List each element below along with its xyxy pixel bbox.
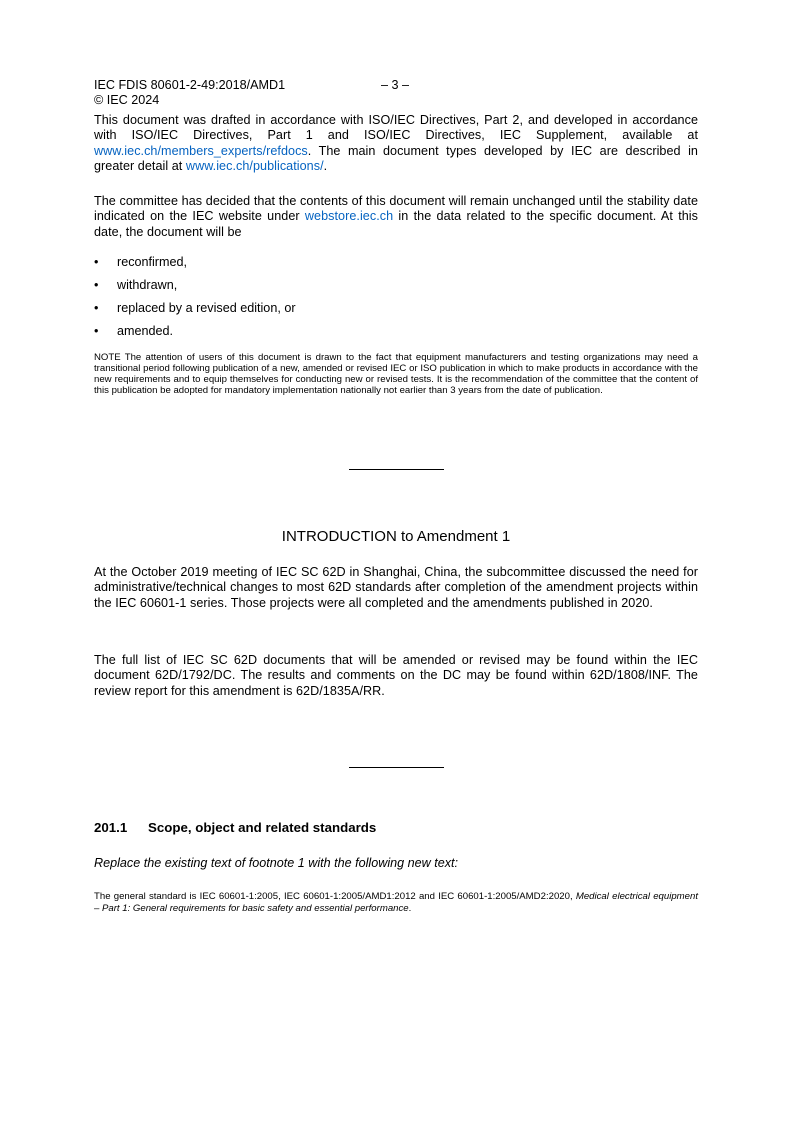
stability-paragraph (94, 194, 698, 240)
footnote-replacement (94, 891, 698, 915)
amendment-instruction: Replace the existing text of footnote 1 with the following new text: (94, 856, 459, 870)
bullet-icon: • (94, 278, 99, 292)
list-item-text: amended. (117, 324, 174, 338)
list-item-text: reconfirmed, (117, 255, 187, 269)
document-id: IEC FDIS 80601-2-49:2018/AMD1 (94, 78, 286, 92)
list-item-text: replaced by a revised edition, or (117, 301, 296, 315)
bullet-icon: • (94, 255, 99, 269)
introduction-paragraph-1: At the October 2019 meeting of IEC SC 62D in Shanghai, China, the subcommittee discussed the need for administrative/technical changes to most 62D standards after completion of the amendment projects within the IEC 60601-1 series. Those projects were all completed and the amendments published in 2020. (94, 565, 698, 610)
directives-text-2: . The main document types developed by IEC are described in greater detail at (94, 143, 698, 173)
introduction-paragraph-2: The full list of IEC SC 62D documents that will be amended or revised may be found within the IEC document 62D/1792/DC. The results and comments on the DC may be found within 62D/1808/INF. The review report for this amendment is 62D/1835A/RR. (94, 653, 698, 698)
section-title: Scope, object and related standards (148, 820, 377, 835)
bullet-icon: • (94, 324, 99, 338)
directives-text-1: This document was drafted in accordance with ISO/IEC Directives, Part 2, and developed in accordance with ISO/IEC Directives, Part 1 and ISO/IEC Directives, IEC Supplement, available at (94, 113, 698, 143)
refdocs-link[interactable]: www.iec.ch/members_experts/refdocs (94, 143, 308, 158)
bullet-icon: • (94, 301, 99, 315)
webstore-link[interactable]: webstore.iec.ch (304, 209, 394, 224)
footnote-standard-title: Medical electrical equipment – Part 1: General requirements for basic safety and essential performance (94, 891, 698, 914)
note-paragraph: NOTE The attention of users of this document is drawn to the fact that equipment manufacturers and testing organizations may need a transitional period following publication of a new, amended or revised IEC or ISO publication in which to make products in accordance with the new requirements and to equip themselves for conducting new or revised tests. It is the recommendation of the committee that the content of this publication be adopted for mandatory implementation nationally not earlier than 3 years from the date of publication. (94, 352, 698, 396)
footnote-end: . (408, 903, 412, 914)
stability-text-1: The committee has decided that the contents of this document will remain unchanged until the stability date indicated on the IEC website under (94, 194, 698, 224)
footnote-text: The general standard is IEC 60601-1:2005, IEC 60601-1:2005/AMD1:2012 and IEC 60601-1:2005/AMD2:2020, (94, 891, 576, 902)
introduction-title: INTRODUCTION to Amendment 1 (281, 528, 511, 545)
copyright: © IEC 2024 (94, 93, 160, 107)
directives-text-3: . (323, 158, 328, 173)
section-number: 201.1 (94, 820, 128, 835)
list-item-text: withdrawn, (117, 278, 178, 292)
publications-link[interactable]: www.iec.ch/publications/ (185, 158, 324, 173)
section-divider (349, 767, 444, 768)
page-number: – 3 – (381, 78, 410, 92)
section-divider (349, 469, 444, 470)
directives-paragraph (94, 113, 698, 174)
stability-text-2: in the data related to the specific document. At this date, the document will be (94, 209, 698, 239)
